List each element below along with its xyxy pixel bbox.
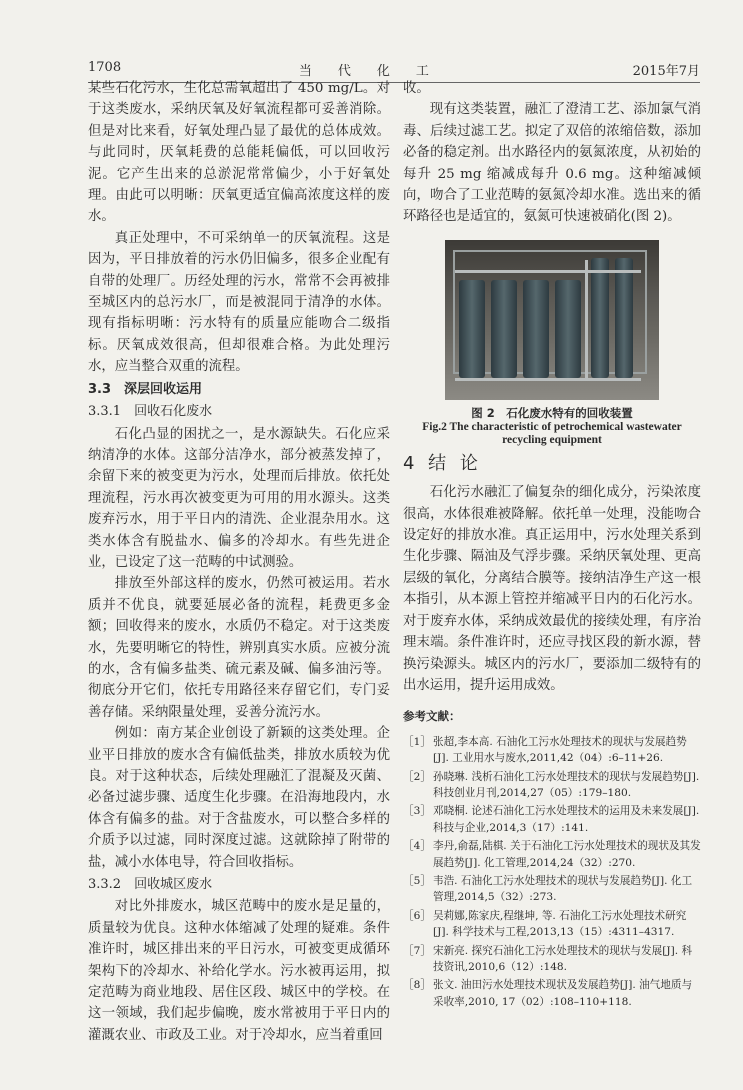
- reference-number: ［8］: [403, 979, 431, 992]
- reference-number: ［6］: [403, 909, 431, 922]
- reference-item: [403, 803, 701, 836]
- reference-text: 韦浩. 石油化工污水处理技术的现状与发展趋势[J]. 化工管理,2014,5（32）:273.: [433, 874, 693, 904]
- paragraph: 排放至外部这样的废水，仍然可被运用。若水质并不优良，就要延展必备的流程，耗费更多金额；回收得来的废水，水质仍不稳定。对于这类废水，先要明晰它的特性，辨别真实水质。应被分流的水，含有偏多盐类、硫元素及碱、偏多油污等。彻底分开它们，依托专用路径来存留它们，专门妥善存储。采纳限量处理，妥善分流污水。: [88, 576, 390, 720]
- reference-number: ［7］: [403, 944, 431, 957]
- reference-number: ［5］: [403, 874, 431, 887]
- reference-text: 李丹,俞磊,陆棋. 关于石油化工污水处理技术的现状及其发展趋势[J]. 化工管理,2014,24（32）:270.: [433, 840, 701, 869]
- reference-item: [403, 734, 701, 767]
- reference-item: [403, 873, 701, 906]
- reference-item: [403, 838, 701, 871]
- section-heading: 4 结 论: [403, 452, 482, 474]
- section-heading: 3.3 深层回收运用: [88, 381, 203, 397]
- paragraph: 对比外排废水，城区范畴中的废水是足量的，质量较为优良。这种水体缩减了处理的疑难。条件准许时，城区排出来的平日污水，可被变更成循环架构下的冷却水、补给化学水。污水被再运用，拟定范畴为商业地段、居住区段、城区中的学校。在这一领域，我们起步偏晚，废水常被用于平日内的灌溉农业、市政及工业。对于冷却水，应当着重回: [88, 899, 390, 1043]
- pipe: [455, 270, 641, 273]
- pipe: [585, 260, 588, 378]
- filter-tank: [555, 280, 581, 378]
- reference-item: [403, 769, 701, 802]
- reference-text: 孙晓琳. 浅析石油化工污水处理技术的现状与发展趋势[J]. 科技创业月刊,2014,27（05）:179–180.: [433, 770, 700, 799]
- membrane-column: [591, 258, 609, 378]
- right-column: [403, 78, 701, 1012]
- reference-text: 张超,李本高. 石油化工污水处理技术的现状与发展趋势[J]. 工业用水与废水,2011,42（04）:6–11+26.: [433, 735, 687, 765]
- left-column: [88, 78, 390, 1046]
- reference-number: ［1］: [403, 735, 431, 748]
- subsection-heading: 3.3.2 回收城区废水: [88, 877, 213, 893]
- references-title: 参考文献：: [403, 709, 461, 724]
- equipment-photo: [445, 240, 659, 400]
- paragraph: 真正处理中，不可采纳单一的厌氧流程。这是因为，平日排放着的污水仍旧偏多，很多企业配有自带的处理厂。历经处理的污水，常常不会再被排至城区内的总污水厂，而是被混同于清净的水体。现有指标明晰：污水特有的质量应能吻合二级指标。厌氧成效很高，但却很难合格。为此处理污水，应当整合双重的流程。: [88, 230, 390, 375]
- filter-tank: [491, 280, 517, 378]
- figure-caption-cn: 图 2 石化废水特有的回收装置: [471, 405, 633, 420]
- reference-item: [403, 943, 701, 976]
- pipe: [455, 378, 641, 381]
- figure-caption-en: Fig.2 The characteristic of petrochemical wastewater recycling equipment: [422, 420, 682, 446]
- filter-tank: [459, 280, 485, 378]
- paragraph: 例如：南方某企业创设了新颖的这类处理。企业平日排放的废水含有偏低盐类，排放水质较为优良。对于这种状态，后续处理融汇了混凝及灭菌、必备过滤步骤、适度生化步骤。在沿海地段内，水体含有偏多的盐。对于含盐废水，可以整合多样的介质予以过滤，同时深度过滤。这就除掉了附带的盐，减小水体电导，符合回收指标。: [88, 726, 390, 870]
- reference-text: 吴莉娜,陈家庆,程继坤, 等. 石油化工污水处理技术研究[J]. 科学技术与工程,2013,13（15）:4311–4317.: [433, 909, 687, 939]
- paragraph: 石化污水融汇了偏复杂的细化成分，污染浓度很高，水体很难被降解。依托单一处理，没能吻合设定好的排放水准。真正运用中，污水处理关系到生化步骤、隔油及气浮步骤。采纳厌氧处理、更高层级的氧化，分离结合膜等。接纳洁净生产这一根本指引，从本源上管控并缩减平日内的石化污水。对于废弃水体，采纳成效最优的接续处理，有序治理末端。条件准许时，还应寻找区段的新水源，替换污染源头。城区内的污水厂，要添加二级特有的出水运用，提升运用成效。: [403, 485, 701, 693]
- membrane-column: [615, 258, 633, 378]
- reference-item: [403, 977, 701, 1010]
- reference-number: ［4］: [403, 840, 431, 853]
- filter-tank: [523, 280, 549, 378]
- issue-date: 2015年7月: [632, 64, 700, 79]
- reference-text: 邓晓桐. 论述石油化工污水处理技术的运用及未来发展[J]. 科技与企业,2014,3（17）:141.: [433, 805, 700, 834]
- reference-number: ［3］: [403, 805, 431, 818]
- reference-item: [403, 908, 701, 941]
- paragraph: 收。: [403, 81, 430, 96]
- paragraph: 石化凸显的困扰之一，是水源缺失。石化应采纳清净的水体。这部分洁净水，部分被蒸发掉了，余留下来的被变更为污水，处理而后排放。依托处理流程，污水再次被变更为可用的用水源头。这类废弃污水，用于平日内的清洗、企业混杂用水。这类水体含有脱盐水、偏多的冷却水。有些先进企业，已设定了这一范畴的中试测验。: [88, 426, 390, 570]
- reference-list: [403, 734, 701, 1011]
- reference-text: 张文. 油田污水处理技术现状及发展趋势[J]. 油气地质与采收率,2010, 17（02）:108–110+118.: [433, 979, 693, 1008]
- page-number: 1708: [88, 60, 122, 75]
- reference-text: 宋新亮. 探究石油化工污水处理技术的现状与发展[J]. 科技资讯,2010,6（12）:148.: [433, 944, 693, 973]
- paragraph: 某些石化污水，生化总需氧超出了 450 mg/L。对于这类废水，采纳厌氧及好氧流程都可妥善消除。但是对比来看，好氧处理凸显了最优的总体成效。与此同时，厌氧耗费的总能耗偏低，可以回收污泥。它产生出来的总淤泥常常偏少，小于好氧处理。由此可以明晰：厌氧更适宜偏高浓度这样的废水。: [88, 81, 390, 225]
- subsection-heading: 3.3.1 回收石化废水: [88, 404, 213, 420]
- reference-number: ［2］: [403, 770, 431, 783]
- journal-title: 当代化工: [298, 64, 455, 79]
- paragraph: 现有这类装置，融汇了澄清工艺、添加氯气消毒、后续过滤工艺。拟定了双倍的浓缩倍数，添加必备的稳定剂。出水路径内的氨氮浓度，从初始的每升 25 mg 缩减成每升 0.6 mg。这种缩减倾向，吻合了工业范畴的氨氮冷却水准。选出来的循环路径也是适宜的，氨氮可快速被硝化(图 2)。: [403, 102, 701, 225]
